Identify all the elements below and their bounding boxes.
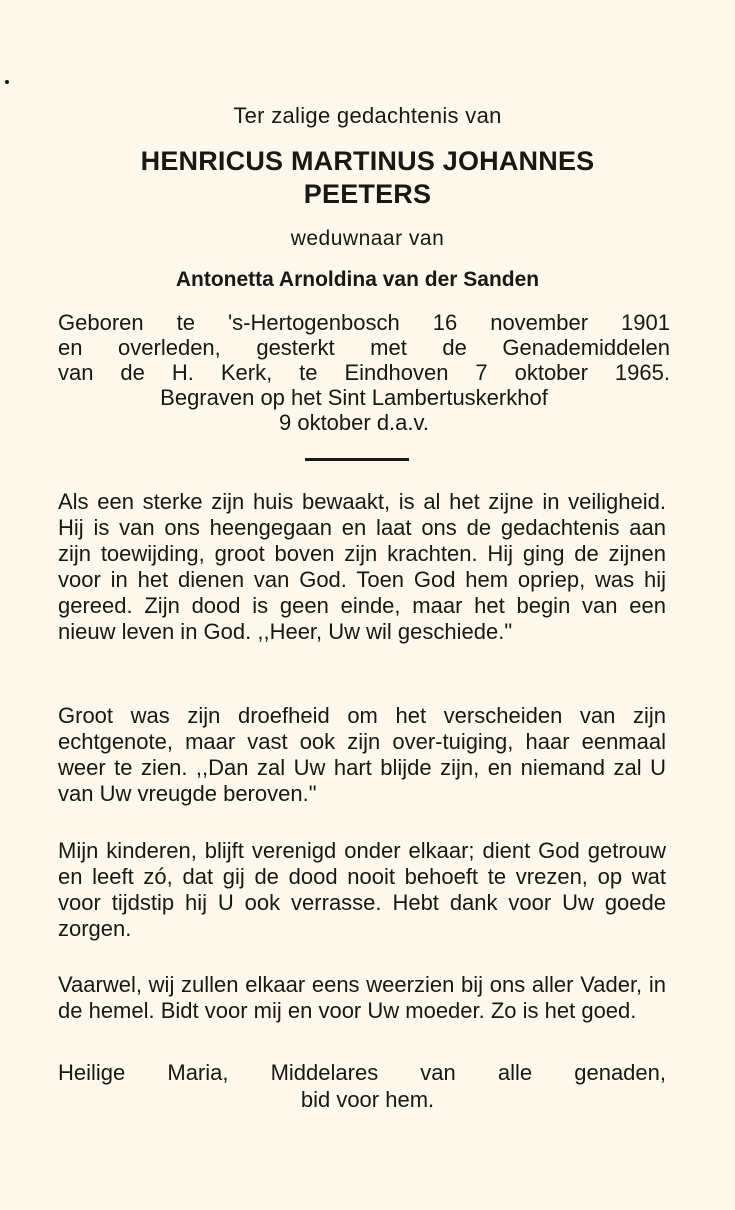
birth-death-details	[58, 310, 670, 435]
bio-line-3: van de H. Kerk, te Eindhoven 7 oktober 1965.	[58, 360, 670, 385]
deceased-name	[0, 145, 735, 211]
spouse-name: Antonetta Arnoldina van der Sanden	[175, 268, 540, 291]
text-paragraph-1: Als een sterke zijn huis bewaakt, is al het zijne in veiligheid. Hij is van ons heengegaan en laat ons de gedachtenis aan zijn toewijding, groot boven zijn krachten. Hij ging de zijnen voor in het dienen van God. Toen God hem opriep, was hij gereed. Zijn dood is geen einde, maar het begin van een nieuw leven in God. ,,Heer, Uw wil geschiede."	[58, 489, 666, 644]
closing-prayer-line1: Heilige Maria, Middelares van alle genaden,	[58, 1060, 666, 1085]
ink-speck	[5, 80, 9, 84]
divider	[305, 458, 409, 461]
intro-line: Ter zalige gedachtenis van	[233, 103, 502, 128]
deceased-name-line1: HENRICUS MARTINUS JOHANNES	[140, 146, 595, 176]
bio-line-5: 9 oktober d.a.v.	[278, 410, 429, 435]
widower-of-label: weduwnaar van	[290, 227, 445, 250]
closing-prayer-line2: bid voor hem.	[300, 1087, 435, 1112]
deceased-name-line2: PEETERS	[303, 179, 432, 209]
bio-line-1: Geboren te 's-Hertogenbosch 16 november 1901	[58, 310, 670, 335]
bio-line-4: Begraven op het Sint Lambertuskerkhof	[160, 385, 548, 410]
text-paragraph-3: Mijn kinderen, blijft verenigd onder elkaar; dient God getrouw en leeft zó, dat gij de dood nooit behoeft te vrezen, op wat voor tijdstip hij U ook verrasse. Hebt dank voor Uw goede zorgen.	[58, 838, 666, 941]
bio-line-2: en overleden, gesterkt met de Genademiddelen	[58, 335, 670, 360]
text-paragraph-2: Groot was zijn droefheid om het verscheiden van zijn echtgenote, maar vast ook zijn over-tuiging, haar eenmaal weer te zien. ,,Dan zal Uw hart blijde zijn, en niemand zal U van Uw vreugde beroven."	[58, 703, 666, 806]
text-paragraph-4: Vaarwel, wij zullen elkaar eens weerzien bij ons aller Vader, in de hemel. Bidt voor mij en voor Uw moeder. Zo is het goed.	[58, 972, 666, 1023]
